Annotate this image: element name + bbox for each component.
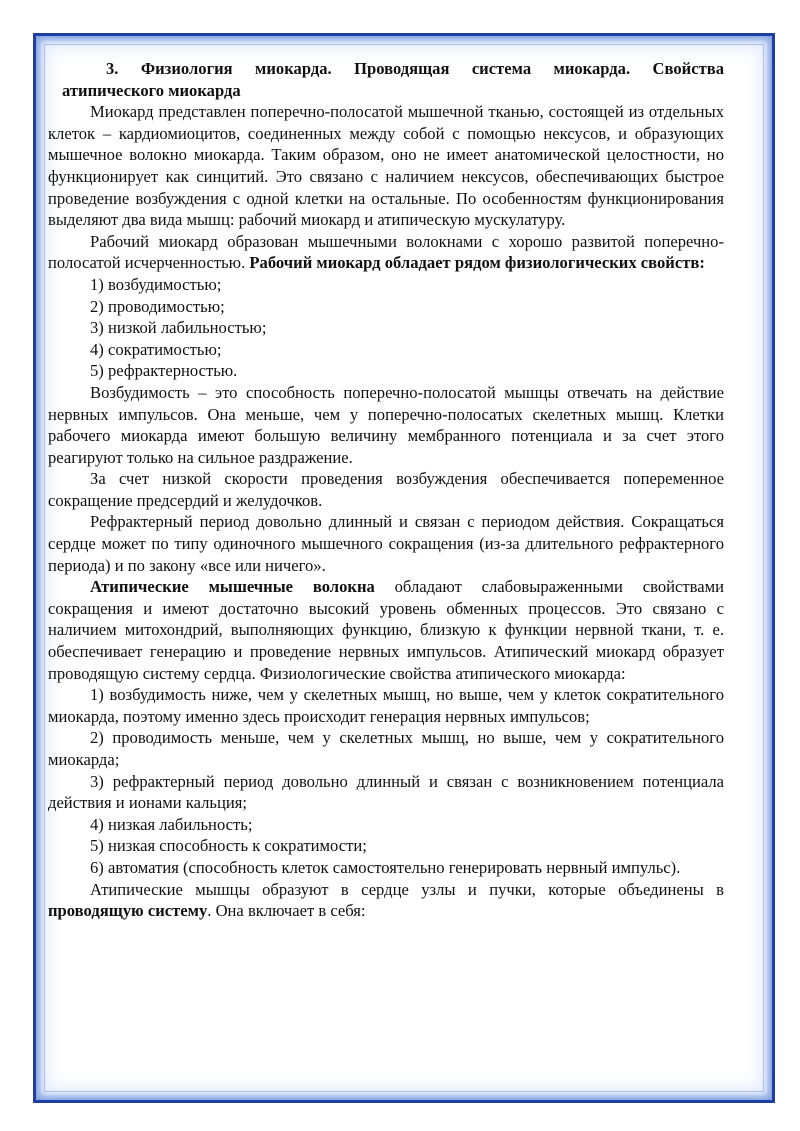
list-item: 2) проводимость меньше, чем у скелетных мышц, но выше, чем у сократительного миокарда; (48, 728, 724, 769)
list-item: 3) низкой лабильностью; (90, 318, 267, 338)
paragraph-text: . Она включает в себя: (207, 901, 366, 921)
section-title-text: Физиология миокарда. Проводящая система миокарда. Свойства (140, 59, 724, 78)
section-number: 3. (106, 59, 119, 78)
section-title-line2: атипического миокарда (62, 80, 241, 100)
paragraph-excitability: Возбудимость – это способность поперечно-полосатой мышцы отвечать на действие нервных импульсов. Она меньше, чем у поперечно-полосатых скелетных мышц. Клетки рабочего миокарда имеют большую величину мембранного потенциала и за счет этого реагируют только на сильное раздражение. (48, 382, 724, 467)
paragraph-myocardium-intro: Миокард представлен поперечно-полосатой мышечной тканью, состоящей из отдельных клеток – кардиомиоцитов, соединенных между собой с помощью нексусов, и образующих мышечное волокно миокарда. Таким образом, оно не имеет анатомической целостности, но функционирует как синцитий. Это связано с наличием нексусов, обеспечивающих быстрое проведение возбуждения с одной клетки на остальные. По особенностям функционирования выделяют два вида мышц: рабочий миокард и атипическую мускулатуру. (48, 102, 724, 230)
paragraph-working-myocardium (48, 231, 724, 274)
list-item: 1) возбудимость ниже, чем у скелетных мышц, но выше, чем у клеток сократительного миокарда, поэтому именно здесь происходит генерация нервных импульсов; (48, 685, 724, 726)
paragraph-conducting-system (48, 879, 724, 922)
document-body (48, 58, 724, 922)
paragraph-text: обладают слабовыраженными свойствами сокращения и имеют достаточно высокий уровень обменных процессов. Это связано с наличием митохондрий, выполняющих функцию, близкую к функции нервной ткани, т. е. обеспечивает генерацию и проведение нервных импульсов. Атипический миокард образует проводящую систему сердца. Физиологические свойства атипического миокарда: (48, 577, 724, 683)
list-item: 4) сократимостью; (90, 339, 222, 359)
bold-text: Атипические мышечные волокна (90, 577, 375, 597)
paragraph-text: Атипические мышцы образуют в сердце узлы и пучки, которые объединены в (90, 879, 724, 899)
section-title (48, 58, 724, 101)
list-item: 1) возбудимостью; (90, 274, 222, 294)
bold-text: проводящую систему (48, 901, 208, 921)
list-item: 5) низкая способность к сократимости; (90, 836, 367, 856)
working-myocardium-properties-list (48, 274, 724, 382)
list-item: 4) низкая лабильность; (90, 814, 253, 834)
section-title-line1 (48, 58, 724, 80)
paragraph-text: Рабочий миокард образован мышечными волокнами с хорошо развитой поперечно-полосатой исчерченностью. (48, 231, 724, 273)
paragraph-conduction: За счет низкой скорости проведения возбуждения обеспечивается попеременное сокращение предсердий и желудочков. (48, 469, 724, 510)
paragraph-atypical-fibers (48, 576, 724, 684)
list-item: 3) рефрактерный период довольно длинный и связан с возникновением потенциала действия и ионами кальция; (48, 771, 724, 813)
paragraph-refractory: Рефрактерный период довольно длинный и связан с периодом действия. Сокращаться сердце может по типу одиночного мышечного сокращения (из-за длительного рефрактерного периода) и по закону «все или ничего». (48, 512, 724, 575)
bold-text: Рабочий миокард обладает рядом физиологических свойств: (249, 253, 705, 273)
list-item: 6) автоматия (способность клеток самостоятельно генерировать нервный импульс). (90, 857, 681, 877)
atypical-myocardium-properties-list (48, 684, 724, 878)
list-item: 2) проводимостью; (90, 296, 225, 316)
list-item: 5) рефрактерностью. (90, 361, 238, 381)
